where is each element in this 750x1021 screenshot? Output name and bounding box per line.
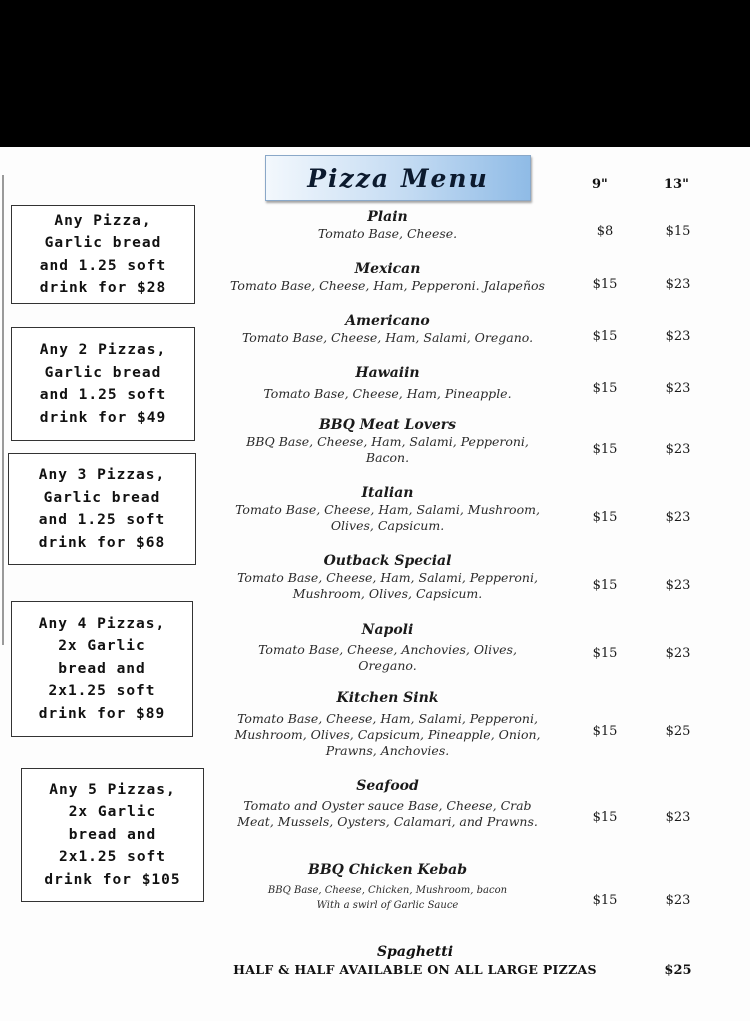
price-large: $23	[665, 893, 691, 908]
price-large: $25	[665, 724, 691, 739]
item-name: Napoli	[361, 622, 414, 638]
item-name: BBQ Meat Lovers	[318, 417, 457, 433]
menu-item-americano	[205, 312, 570, 346]
size-header-small: 9"	[592, 177, 608, 192]
menu-item-italian	[205, 484, 570, 534]
page-edge-line	[2, 175, 4, 645]
item-name: Americano	[345, 313, 430, 329]
item-desc: BBQ Base, Cheese, Chicken, Mushroom, bacon With a swirl of Garlic Sauce	[267, 885, 508, 911]
price-small: $15	[592, 893, 618, 908]
deal-text: Any Pizza, Garlic bread and 1.25 soft drink for $28	[39, 212, 167, 296]
spaghetti-name: Spaghetti	[376, 944, 454, 960]
price-small: $15	[592, 646, 618, 661]
menu-item-napoli	[205, 621, 570, 674]
menu-page	[0, 147, 750, 1021]
price-small: $8	[596, 224, 614, 239]
deal-box-4	[11, 601, 193, 737]
price-small: $15	[592, 578, 618, 593]
spaghetti-price: $25	[664, 963, 692, 978]
price-large: $23	[665, 510, 691, 525]
deal-text: Any 2 Pizzas, Garlic bread and 1.25 soft drink for $49	[39, 342, 167, 426]
price-large: $15	[665, 224, 691, 239]
item-desc: Tomato Base, Cheese.	[317, 226, 458, 241]
menu-item-hawaiin	[205, 364, 570, 402]
price-small: $15	[592, 277, 618, 292]
item-name: Kitchen Sink	[336, 690, 439, 706]
menu-item-bbq-chicken-kebab	[205, 861, 570, 913]
item-name: Outback Special	[323, 553, 452, 569]
item-name: Seafood	[356, 778, 419, 794]
price-small: $15	[592, 381, 618, 396]
price-large: $23	[665, 578, 691, 593]
price-large: $23	[665, 810, 691, 825]
price-small: $15	[592, 810, 618, 825]
item-name: Plain	[367, 209, 408, 225]
price-large: $23	[665, 277, 691, 292]
deal-box-2	[11, 327, 195, 441]
deal-text: Any 4 Pizzas, 2x Garlic bread and 2x1.25 soft drink for $89	[38, 615, 166, 722]
size-header-large: 13"	[664, 177, 689, 192]
price-large: $23	[665, 442, 691, 457]
deal-box-1	[11, 205, 195, 304]
half-half-note: HALF & HALF AVAILABLE ON ALL LARGE PIZZAS	[233, 962, 597, 977]
deal-box-3	[8, 453, 196, 565]
deal-text: Any 5 Pizzas, 2x Garlic bread and 2x1.25 soft drink for $105	[44, 781, 181, 888]
menu-title: Pizza Menu	[307, 163, 489, 193]
price-large: $23	[665, 381, 691, 396]
item-name: BBQ Chicken Kebab	[308, 862, 467, 878]
item-desc: Tomato Base, Cheese, Ham, Salami, Mushroom, Olives, Capsicum.	[235, 502, 540, 533]
item-desc: Tomato Base, Cheese, Ham, Salami, Oregano.	[241, 330, 534, 345]
item-desc: Tomato Base, Cheese, Ham, Pepperoni. Jalapeños	[230, 278, 545, 293]
deal-box-5	[21, 768, 204, 902]
deal-text: Any 3 Pizzas, Garlic bread and 1.25 soft drink for $68	[38, 467, 166, 551]
price-small: $15	[592, 510, 618, 525]
item-desc: BBQ Base, Cheese, Ham, Salami, Pepperoni, Bacon.	[246, 434, 529, 465]
price-large: $23	[665, 329, 691, 344]
menu-item-seafood	[205, 777, 570, 830]
item-desc: Tomato and Oyster sauce Base, Cheese, Crab Meat, Mussels, Oysters, Calamari, and Prawns.	[237, 798, 538, 829]
menu-item-mexican	[205, 260, 570, 294]
price-small: $15	[592, 329, 618, 344]
menu-item-bbq-meat-lovers	[205, 416, 570, 466]
menu-item-outback-special	[205, 552, 570, 602]
spaghetti-section	[200, 943, 630, 979]
item-name: Mexican	[354, 261, 421, 277]
item-name: Hawaiin	[355, 365, 420, 381]
price-small: $15	[592, 442, 618, 457]
menu-item-kitchen-sink	[205, 689, 570, 759]
item-name: Italian	[361, 485, 414, 501]
item-desc: Tomato Base, Cheese, Ham, Pineapple.	[263, 386, 512, 401]
item-desc: Tomato Base, Cheese, Anchovies, Olives, Oregano.	[258, 642, 517, 673]
item-desc: Tomato Base, Cheese, Ham, Salami, Pepperoni, Mushroom, Olives, Capsicum, Pineapple, Onion, Prawns, Anchovies.	[234, 711, 541, 758]
item-desc: Tomato Base, Cheese, Ham, Salami, Pepperoni, Mushroom, Olives, Capsicum.	[237, 570, 538, 601]
menu-item-plain	[205, 208, 570, 242]
price-small: $15	[592, 724, 618, 739]
menu-title-banner	[265, 155, 531, 201]
price-large: $23	[665, 646, 691, 661]
